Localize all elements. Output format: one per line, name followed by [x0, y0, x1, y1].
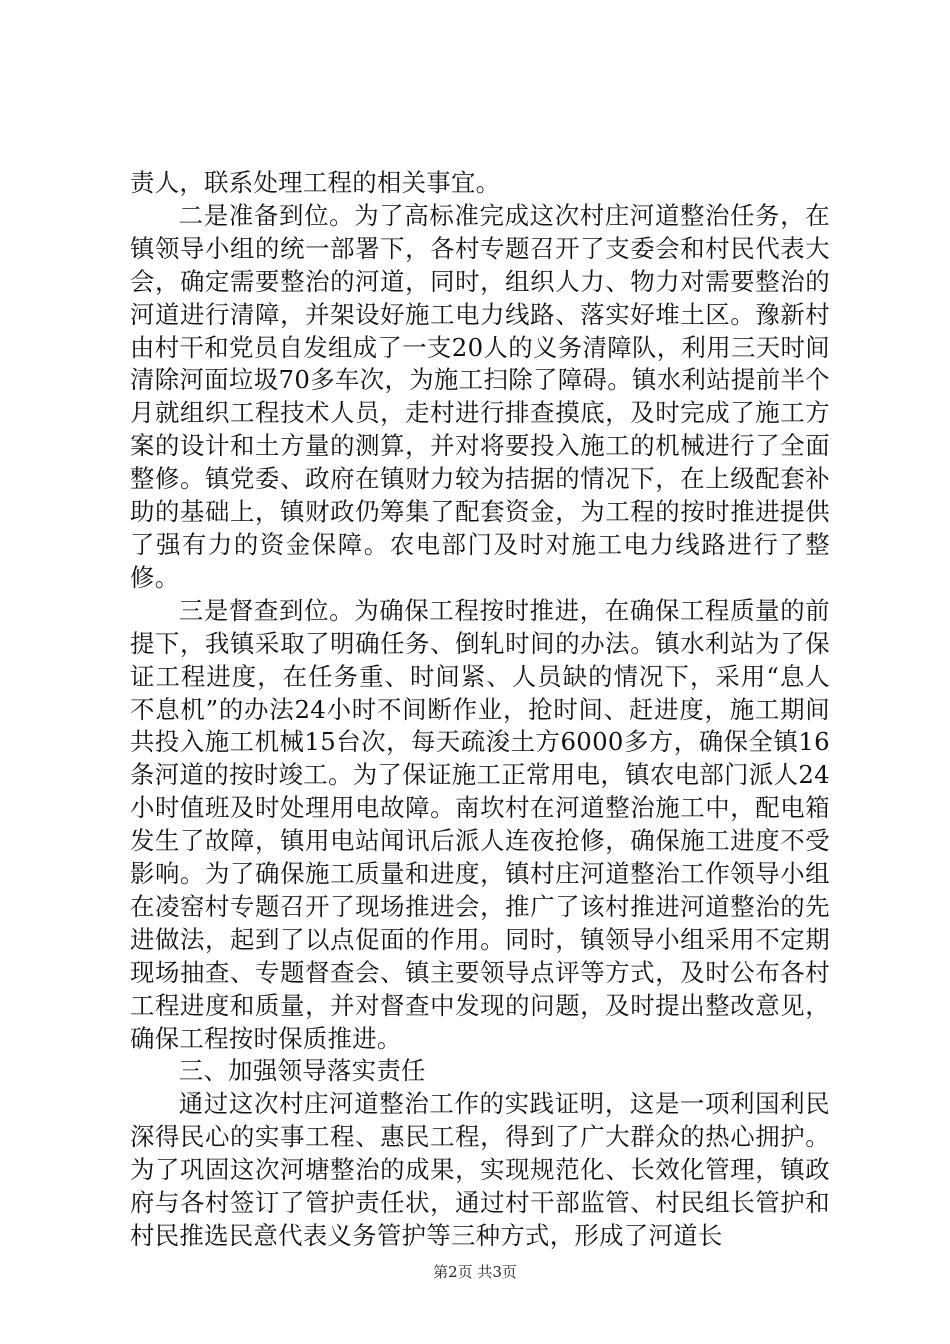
paragraph-preparation: 二是准备到位。为了高标准完成这次村庄河道整治任务，在镇领导小组的统一部署下，各村专题召开了支委会和村民代表大会，确定需要整治的河道，同时，组织人力、物力对需要整治的河道进行清障，并架设好施工电力线路、落实好堆土区。豫新村由村干和党员自发组成了一支20人的义务清障队，利用三天时间清除河面垃圾70多车次，为施工扫除了障碍。镇水利站提前半个月就组织工程技术人员，走村进行排查摸底，及时完成了施工方案的设计和土方量的测算，并对将要投入施工的机械进行了全面整修。镇党委、政府在镇财力较为拮据的情况下，在上级配套补助的基础上，镇财政仍筹集了配套资金，为工程的按时推进提供了强有力的资金保障。农电部门及时对施工电力线路进行了整修。: [130, 200, 830, 592]
document-body: [130, 167, 830, 1253]
section-heading: 三、加强领导落实责任: [178, 1056, 426, 1086]
paragraph-continuation: 责人，联系处理工程的相关事宜。: [130, 168, 501, 197]
paragraph-responsibility: 通过这次村庄河道整治工作的实践证明，这是一项利国利民深得民心的实事工程、惠民工程，得到了广大群众的热心拥护。为了巩固这次河塘整治的成果，实现规范化、长效化管理，镇政府与各村签订了管护责任状，通过村干部监管、村民组长管护和村民推选民意代表义务管护等三种方式，形成了河道长: [130, 1089, 830, 1250]
page-number: 第2页 共3页: [433, 1263, 517, 1281]
paragraph-supervision: 三是督查到位。为确保工程按时推进，在确保工程质量的前提下，我镇采取了明确任务、倒轧时间的办法。镇水利站为了保证工程进度，在任务重、时间紧、人员缺的情况下，采用“息人不息机”的办法24小时不间断作业，抢时间、赶进度，施工期间共投入施工机械15台次，每天疏浚土方6000多方，确保全镇16条河道的按时竣工。为了保证施工正常用电，镇农电部门派人24小时值班及时处理用电故障。南坎村在河道整治施工中，配电箱发生了故障，镇用电站闻讯后派人连夜抢修，确保施工进度不受影响。为了确保施工质量和进度，镇村庄河道整治工作领导小组在凌窑村专题召开了现场推进会，推广了该村推进河道整治的先进做法，起到了以点促面的作用。同时，镇领导小组采用不定期现场抽查、专题督查会、镇主要领导点评等方式，及时公布各村工程进度和质量，并对督查中发现的问题，及时提出整改意见，确保工程按时保质推进。: [130, 595, 830, 1053]
